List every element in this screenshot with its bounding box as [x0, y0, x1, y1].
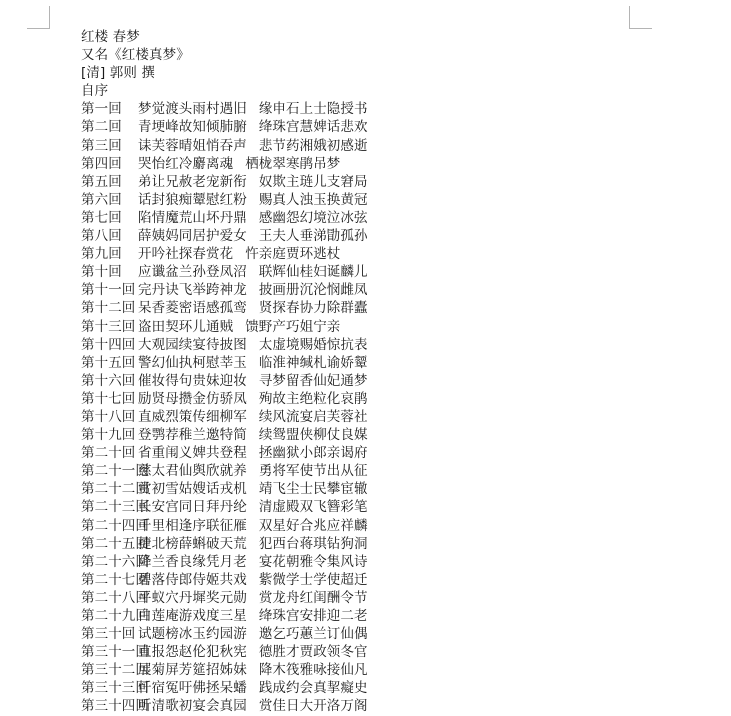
crop-mark-top-right	[629, 6, 652, 29]
chapter-line	[81, 318, 641, 336]
preface-heading: 自序	[81, 83, 109, 100]
chapter-couplet-second: 悲节药湘娥初感逝	[258, 137, 368, 154]
chapter-couplet-second: 紫微学士学使超迁	[258, 571, 368, 588]
chapter-couplet-second: 靖飞尘士民攀宦辙	[258, 481, 368, 498]
chapter-couplet-second: 勇将军使节出从征	[258, 463, 368, 480]
chapter-couplet-first: 赏初雪姑嫂话戎机	[138, 481, 247, 498]
chapter-number: 第八回	[81, 228, 122, 245]
chapter-line	[81, 173, 641, 191]
chapter-couplet-first: 登鹗荐稚兰邀特简	[138, 427, 247, 444]
chapter-couplet-first: 催妆得句贵妹迎妆	[138, 372, 247, 389]
chapter-line	[81, 354, 641, 372]
chapter-number: 第二十九回	[81, 608, 149, 624]
chapter-number: 第三十三回	[81, 680, 149, 697]
chapter-line	[81, 444, 641, 462]
chapter-couplet-second: 赏龙舟红闺酬令节	[258, 589, 368, 606]
chapter-number: 第二十七回	[81, 571, 149, 588]
chapter-couplet-first: 试题榜冰玉约园游	[138, 626, 247, 643]
crop-mark-top-left	[27, 6, 50, 29]
chapter-couplet-first: 陷情魔荒山坏丹鼎	[138, 209, 247, 226]
chapter-couplet-first: 听清歌初宴会真园	[138, 698, 247, 715]
document-body	[81, 28, 641, 716]
chapter-couplet-first: 展菊屏芳筵招姊妹	[138, 662, 247, 679]
chapter-number: 第十一回	[81, 282, 136, 299]
chapter-number: 第一回	[81, 101, 122, 118]
chapter-number: 第二十八回	[81, 589, 149, 606]
chapter-line	[81, 625, 641, 643]
chapter-line	[81, 697, 641, 715]
chapter-line	[81, 498, 641, 516]
chapter-couplet-first: 白莲庵游戏度三星	[138, 608, 247, 624]
chapter-couplet-second: 王夫人垂涕勖孤孙	[258, 228, 368, 245]
chapter-couplet-second: 忤亲庭贾环逃杖	[245, 246, 341, 263]
chapter-couplet-first: 盗田契环儿通贼	[138, 318, 234, 335]
chapter-line	[81, 336, 641, 354]
chapter-couplet-second: 联辉仙桂妇诞麟儿	[258, 264, 368, 281]
chapter-couplet-second: 赏佳日大开洛万阁	[258, 698, 368, 715]
chapter-couplet-second: 栖栊翠寒鹃吊梦	[245, 155, 341, 172]
chapter-number: 第十三回	[81, 318, 136, 335]
chapter-couplet-second: 清虚殿双飞簪彩笔	[258, 499, 368, 516]
chapter-couplet-first: 大观园续宴待披图	[138, 336, 247, 353]
chapter-line	[81, 553, 641, 571]
chapter-number: 第三回	[81, 137, 122, 154]
chapter-couplet-second: 太虚境赐婚惊抗表	[258, 336, 368, 353]
chapter-number: 第二十二回	[81, 481, 149, 498]
chapter-number: 第三十二回	[81, 662, 149, 679]
chapter-line	[81, 118, 641, 136]
chapter-couplet-first: 直威烈策传细柳军	[138, 408, 247, 425]
chapter-couplet-first: 哭怡红冷麝离魂	[138, 155, 234, 172]
chapter-line	[81, 661, 641, 679]
chapter-couplet-first: 捷北榜薛蝌破天荒	[138, 535, 247, 552]
chapter-couplet-second: 绛珠宫安排迎二老	[258, 608, 368, 624]
chapter-number: 第三十四回	[81, 698, 149, 715]
chapter-couplet-second: 临淮神缄札谕娇颦	[258, 354, 368, 371]
chapter-number: 第十四回	[81, 336, 136, 353]
chapter-couplet-second: 拯幽狱小郎亲谒府	[258, 445, 368, 462]
chapter-number: 第十七回	[81, 390, 136, 407]
chapter-line	[81, 209, 641, 227]
chapter-couplet-second: 贤探春协力除群蠹	[258, 300, 368, 317]
chapter-list	[81, 100, 641, 715]
chapter-number: 第二十四回	[81, 517, 149, 534]
chapter-line	[81, 137, 641, 155]
chapter-couplet-first: 直报怨赵伦犯秋宪	[138, 644, 247, 661]
chapter-number: 第九回	[81, 246, 122, 263]
chapter-couplet-first: 慈太君仙舆欣就养	[138, 463, 247, 480]
chapter-number: 第三十回	[81, 626, 136, 643]
author-line: [清] 郭则 撰	[81, 65, 155, 82]
chapter-couplet-first: 开吟社探春赏花	[138, 246, 234, 263]
chapter-line	[81, 571, 641, 589]
chapter-number: 第二十回	[81, 445, 136, 462]
chapter-couplet-second: 绛珠宫慧婢话悲欢	[258, 119, 368, 136]
chapter-couplet-first: 应谶盆兰孙登凤沼	[138, 264, 247, 281]
chapter-couplet-second: 降木筏雅咏接仙凡	[258, 662, 368, 679]
chapter-couplet-first: 警幻仙执柯慰莘玉	[138, 354, 247, 371]
chapter-number: 第五回	[81, 173, 122, 190]
chapter-line	[81, 607, 641, 625]
chapter-line	[81, 245, 641, 263]
chapter-couplet-first: 薛姨妈同居护爱女	[138, 228, 247, 245]
chapter-number: 第二回	[81, 119, 122, 136]
book-title: 红楼 春梦	[81, 29, 140, 45]
chapter-couplet-second: 续风流宴启芙蓉社	[258, 408, 368, 425]
chapter-number: 第四回	[81, 155, 122, 172]
chapter-line	[81, 155, 641, 173]
chapter-couplet-first: 千里相逢序联征雁	[138, 517, 247, 534]
chapter-couplet-second: 感幽怨幻境泣冰弦	[258, 209, 368, 226]
chapter-number: 第二十五回	[81, 535, 149, 552]
chapter-number: 第二十六回	[81, 553, 149, 570]
chapter-line	[81, 299, 641, 317]
chapter-number: 第二十三回	[81, 499, 149, 516]
chapter-number: 第三十一回	[81, 644, 149, 661]
chapter-number: 第十八回	[81, 408, 136, 425]
chapter-line	[81, 643, 641, 661]
chapter-couplet-second: 践成约会真挈癡史	[258, 680, 368, 697]
chapter-line	[81, 191, 641, 209]
chapter-line	[81, 480, 641, 498]
chapter-couplet-first: 励贤母攒金仿骄凤	[138, 390, 247, 407]
chapter-couplet-second: 寻梦留香仙妃通梦	[258, 372, 368, 389]
chapter-number: 第十回	[81, 264, 122, 281]
chapter-couplet-second: 披画册沉沦悯雌凤	[258, 282, 368, 299]
chapter-couplet-first: 平蚁穴丹墀奖元勋	[138, 589, 247, 606]
chapter-couplet-first: 诔芙蓉晴姐悄吞声	[138, 137, 247, 154]
chapter-line	[81, 535, 641, 553]
chapter-couplet-first: 梦觉渡头雨村遇旧	[138, 101, 247, 118]
chapter-couplet-first: 弟让兄赦老宠新衔	[138, 173, 247, 190]
chapter-line	[81, 372, 641, 390]
chapter-line	[81, 517, 641, 535]
chapter-couplet-first: 青埂峰故知倾肺腑	[138, 119, 247, 136]
alt-title: 又名《红楼真梦》	[81, 47, 190, 64]
chapter-couplet-first: 完丹诀飞举跨神龙	[138, 282, 247, 299]
chapter-couplet-first: 长安宫同日拜丹纶	[138, 499, 247, 516]
chapter-number: 第十二回	[81, 300, 136, 317]
chapter-couplet-first: 降兰香良缘凭月老	[138, 553, 247, 570]
chapter-line	[81, 462, 641, 480]
chapter-couplet-second: 奴欺主琏儿支窘局	[258, 173, 368, 190]
chapter-couplet-first: 忏宿冤吁佛拯呆蟠	[138, 680, 247, 697]
chapter-line	[81, 100, 641, 118]
chapter-line	[81, 227, 641, 245]
chapter-couplet-second: 德胜才贾政领冬官	[258, 644, 368, 661]
chapter-couplet-second: 邀乞巧蕙兰订仙偶	[258, 626, 368, 643]
chapter-line	[81, 263, 641, 281]
chapter-number: 第二十一回	[81, 463, 149, 480]
chapter-couplet-second: 馈野产巧姐宁亲	[245, 318, 341, 335]
chapter-line	[81, 679, 641, 697]
chapter-couplet-second: 续鸳盟侠柳仗良媒	[258, 427, 368, 444]
chapter-line	[81, 281, 641, 299]
chapter-couplet-first: 碧落侍郎侍姬共戏	[138, 571, 247, 588]
chapter-couplet-second: 双星好合兆应祥麟	[258, 517, 368, 534]
chapter-couplet-first: 呆香菱密语感孤鸾	[138, 300, 247, 317]
chapter-number: 第十六回	[81, 372, 136, 389]
chapter-couplet-second: 缘申石上士隐授书	[258, 101, 368, 118]
chapter-line	[81, 408, 641, 426]
chapter-number: 第十九回	[81, 427, 136, 444]
chapter-couplet-second: 殉故主绝粒化哀鹃	[258, 390, 368, 407]
chapter-number: 第七回	[81, 209, 122, 226]
chapter-couplet-first: 话封狼痴颦慰红粉	[138, 191, 247, 208]
chapter-couplet-second: 犯西台蒋琪钻狗洞	[258, 535, 368, 552]
chapter-line	[81, 426, 641, 444]
chapter-couplet-second: 宴花朝雅令集风诗	[258, 553, 368, 570]
chapter-couplet-second: 赐真人浊玉换黄冠	[258, 191, 368, 208]
chapter-number: 第六回	[81, 191, 122, 208]
chapter-couplet-first: 省重闱义婢共登程	[138, 445, 247, 462]
chapter-line	[81, 390, 641, 408]
chapter-number: 第十五回	[81, 354, 136, 371]
chapter-line	[81, 589, 641, 607]
